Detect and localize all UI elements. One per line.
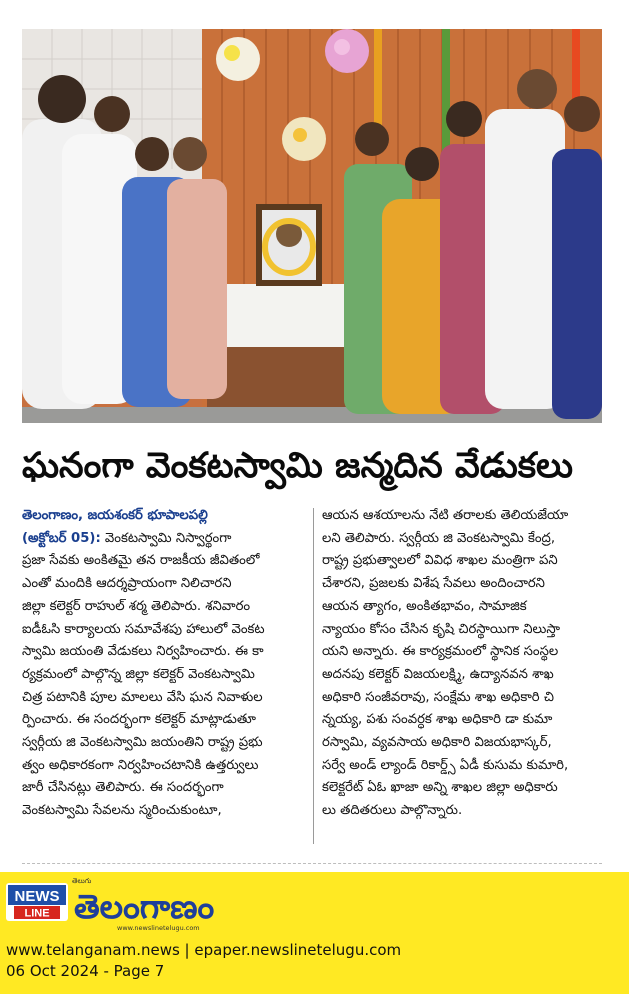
- article-line: సర్వే అండ్ ల్యాండ్ రికార్డ్స్ ఏడీ కుసుమ కుమారి,: [322, 757, 569, 773]
- article-line: స్వామి జయంతి వేడుకలు నిర్వహించారు. ఈ కా: [22, 644, 264, 660]
- brand-subtitle: తెలుగు: [72, 877, 92, 885]
- article-line: అదనపు కలెక్టర్ విజయలక్ష్మి, ఉద్యానవన శాఖ: [322, 666, 554, 682]
- brand-url: www.newslinetelugu.com: [117, 924, 200, 932]
- article-line: లు తదితరులు పాల్గొన్నారు.: [322, 803, 463, 819]
- article-line: ర్యక్రమంలో పాల్గొన్న జిల్లా కలెక్టర్ వెంకటస్వామి: [22, 666, 255, 682]
- article-line: యని అన్నారు. ఈ కార్యక్రమంలో స్థానిక సంస్థల: [322, 644, 559, 660]
- article-line: ర్పించారు. ఈ సందర్భంగా కలెక్టర్ మాట్లాడుతూ: [22, 712, 256, 728]
- article-line-rest: వెంకటస్వామి నిస్వార్థంగా: [104, 530, 232, 546]
- dateline-date: (అక్టోబర్ 05):: [22, 530, 101, 546]
- article-line: న్నయ్య, పశు సంవర్ధక శాఖ అధికారి డా కుమా: [322, 712, 553, 728]
- news-photo: [22, 29, 602, 423]
- footer-links[interactable]: www.telanganam.news | epaper.newslinetelugu.com: [6, 941, 402, 959]
- article-column-right: [322, 505, 606, 823]
- article-line: చిత్ర పటానికి పూల మాలలు వేసి ఘన నివాళుల: [22, 689, 263, 705]
- article-line: అధికారి సంజీవరావు, సంక్షేమ శాఖ అధికారి చి: [322, 689, 554, 705]
- article-line: ఐడీఓసి కార్యాలయ సమావేశపు హాలులో వెంకట: [22, 621, 265, 637]
- article-line: లని తెలిపారు. స్వర్గీయ జి వెంకటస్వామి కేంద్ర,: [322, 530, 556, 546]
- article-line: వెంకటస్వామి సేవలను స్మరించుకుంటూ,: [22, 803, 222, 819]
- footer-date-page: 06 Oct 2024 - Page 7: [6, 962, 165, 980]
- article-line: రాష్ట్ర ప్రభుత్వాలలో వివిధ శాఖల మంత్రిగా పని: [322, 553, 558, 569]
- article-line: [22, 528, 306, 551]
- headline: ఘనంగా వెంకటస్వామి జన్మదిన వేడుకలు: [22, 446, 573, 486]
- article-line: జారీ చేసినట్లు తెలిపారు. ఈ సందర్భంగా: [22, 780, 224, 796]
- article-line: రస్వామి, వ్యవసాయ అధికారి విజయభాస్కర్,: [322, 735, 552, 751]
- column-divider: [313, 508, 314, 844]
- bottom-rule: [22, 863, 602, 864]
- article-line: త్వం అధికారకంగా నిర్వహించటానికి ఉత్తర్వులు: [22, 757, 259, 773]
- article-line: తెలంగాణం, జయశంకర్ భూపాలపల్లి: [22, 508, 208, 523]
- article-line: ఎంతో మందికి ఆదర్శప్రాయంగా నిలిచారని: [22, 576, 232, 592]
- article-line: కలెక్టరేట్ ఏఓ ఖాజా అన్ని శాఖల జిల్లా అధికారు: [322, 780, 558, 796]
- photo-illustration: [22, 29, 602, 423]
- article-line: చేశారని, ప్రజలకు విశేష సేవలు అందించారని: [322, 576, 545, 592]
- news-logo-bottom: LINE: [24, 907, 50, 920]
- article-line: స్వర్గీయ జి వెంకటస్వామి జయంతిని రాష్ట్ర ప్రభు: [22, 735, 263, 751]
- article-line: న్యాయం కోసం చేసిన కృషి చిరస్థాయిగా నిలుస్తా: [322, 621, 560, 637]
- brand-name: తెలంగాణం: [74, 887, 215, 926]
- article-column-left: [22, 505, 306, 823]
- telanganam-brand-logo: [72, 882, 252, 926]
- article-line: జిల్లా కలెక్టర్ రాహుల్ శర్మ తెలిపారు. శనివారం: [22, 598, 251, 614]
- newsline-logo-icon: [6, 883, 68, 921]
- article-line: ఆయన త్యాగం, అంకితభావం, సామాజిక: [322, 598, 527, 614]
- footer-band: [0, 872, 629, 994]
- article-line: ఆయన ఆశయాలను నేటి తరాలకు తెలియజేయా: [322, 508, 569, 523]
- news-logo-top: NEWS: [14, 888, 60, 905]
- article-line: ప్రజా సేవకు అంకితమై తన రాజకీయ జీవితంలో: [22, 553, 260, 569]
